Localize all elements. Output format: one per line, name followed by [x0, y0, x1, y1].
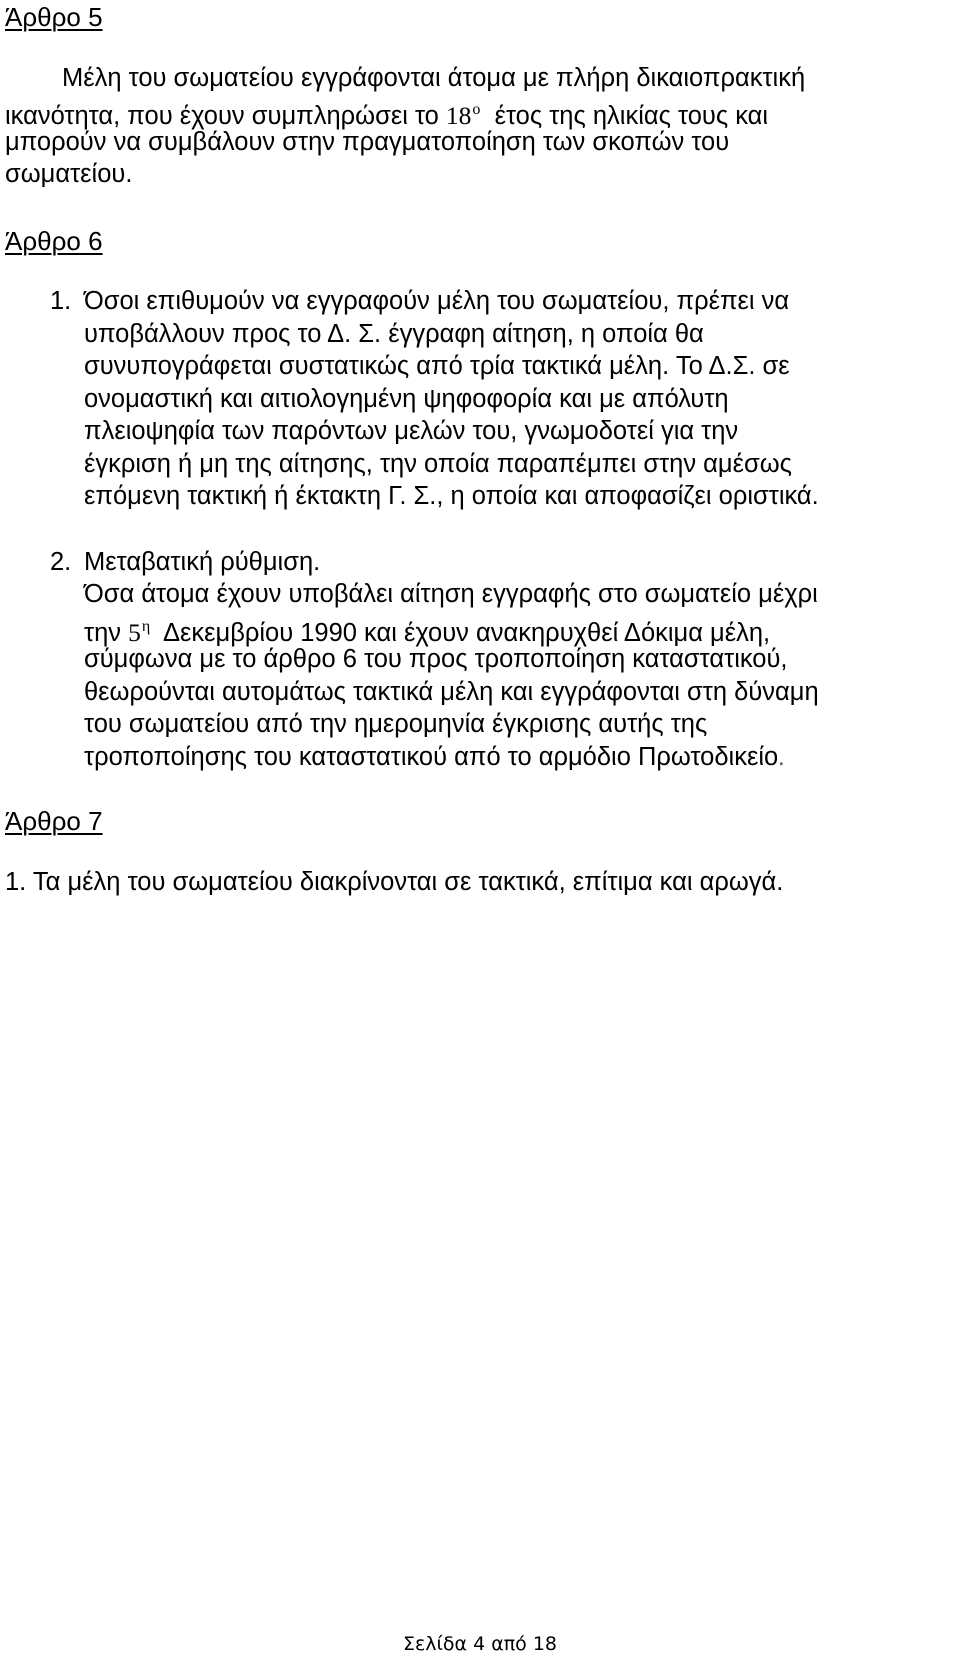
- article-6-item-2-line-5: του σωματείου από την ημερομηνία έγκρισης αυτής της: [84, 710, 708, 738]
- article-6-heading: Άρθρο 6: [5, 226, 103, 256]
- article-6-item-2-line-6: [84, 741, 785, 773]
- article-7-heading: Άρθρο 7: [5, 806, 103, 836]
- article-6-item-2-title: Μεταβατική ρύθμιση.: [84, 548, 321, 576]
- ordinal-suffix: ο: [472, 101, 481, 118]
- article-6-item-1-line-6: έγκριση ή μη της αίτησης, την οποία παραπέμπει στην αμέσως: [84, 450, 792, 478]
- article-6-item-2-line-2-end: Δεκεμβρίου 1990 και έχουν ανακηρυχθεί Δόκιμα μέλη,: [150, 619, 771, 647]
- article-6-item-1-line-3: συνυπογράφεται συστατικώς από τρία τακτικά μέλη. Το Δ.Σ. σε: [84, 352, 790, 380]
- article-6-item-2-line-6-period: .: [778, 742, 785, 771]
- article-6-item-1-line-7: επόμενη τακτική ή έκτακτη Γ. Σ., η οποία και αποφασίζει οριστικά.: [84, 482, 819, 510]
- page-footer: Σελίδα 4 από 18: [402, 1633, 558, 1655]
- article-6-item-2-line-6-text: τροποποίησης του καταστατικού από το αρμόδιο Πρωτοδικείο: [84, 743, 779, 771]
- article-5-line-2-end: έτος της ηλικίας τους και: [480, 102, 769, 130]
- article-5-line-2-text: ικανότητα, που έχουν συμπληρώσει το: [5, 102, 446, 130]
- article-6-item-2-line-1: Όσα άτομα έχουν υποβάλει αίτηση εγγραφής στο σωματείο μέχρι: [84, 580, 818, 608]
- ordinal-number: 18: [445, 101, 472, 130]
- article-6-item-1-line-4: ονομαστική και αιτιολογημένη ψηφοφορία και με απόλυτη: [84, 385, 729, 413]
- article-6-item-2-line-2-text: την: [84, 619, 129, 647]
- article-5-line-4: σωματείου.: [5, 160, 133, 188]
- article-5-line-1: Μέλη του σωματείου εγγράφονται άτομα με πλήρη δικαιοπρακτική: [62, 64, 806, 92]
- article-6-item-1-line-2: υποβάλλουν προς το Δ. Σ. έγγραφη αίτηση, η οποία θα: [84, 320, 704, 348]
- day-ordinal-suffix: η: [141, 618, 151, 635]
- article-5-line-3: μπορούν να συμβάλουν στην πραγματοποίηση των σκοπών του: [5, 128, 730, 156]
- article-6-item-1-line-5: πλειοψηφία των παρόντων μελών του, γνωμοδοτεί για την: [84, 417, 739, 445]
- article-6-item-2-number: 2.: [50, 548, 72, 576]
- article-7-item-1: 1. Τα μέλη του σωματείου διακρίνονται σε τακτικά, επίτιμα και αρωγά.: [5, 868, 784, 896]
- article-6-item-1-number: 1.: [50, 287, 72, 315]
- article-6-item-2-line-4: θεωρούνται αυτομάτως τακτικά μέλη και εγγράφονται στη δύναμη: [84, 678, 819, 706]
- article-6-item-1-line-1: Όσοι επιθυμούν να εγγραφούν μέλη του σωματείου, πρέπει να: [84, 287, 790, 315]
- article-5-heading: Άρθρο 5: [5, 2, 103, 32]
- article-6-item-2-line-3: σύμφωνα με το άρθρο 6 του προς τροποποίηση καταστατικού,: [84, 645, 788, 673]
- day-number: 5: [128, 618, 141, 647]
